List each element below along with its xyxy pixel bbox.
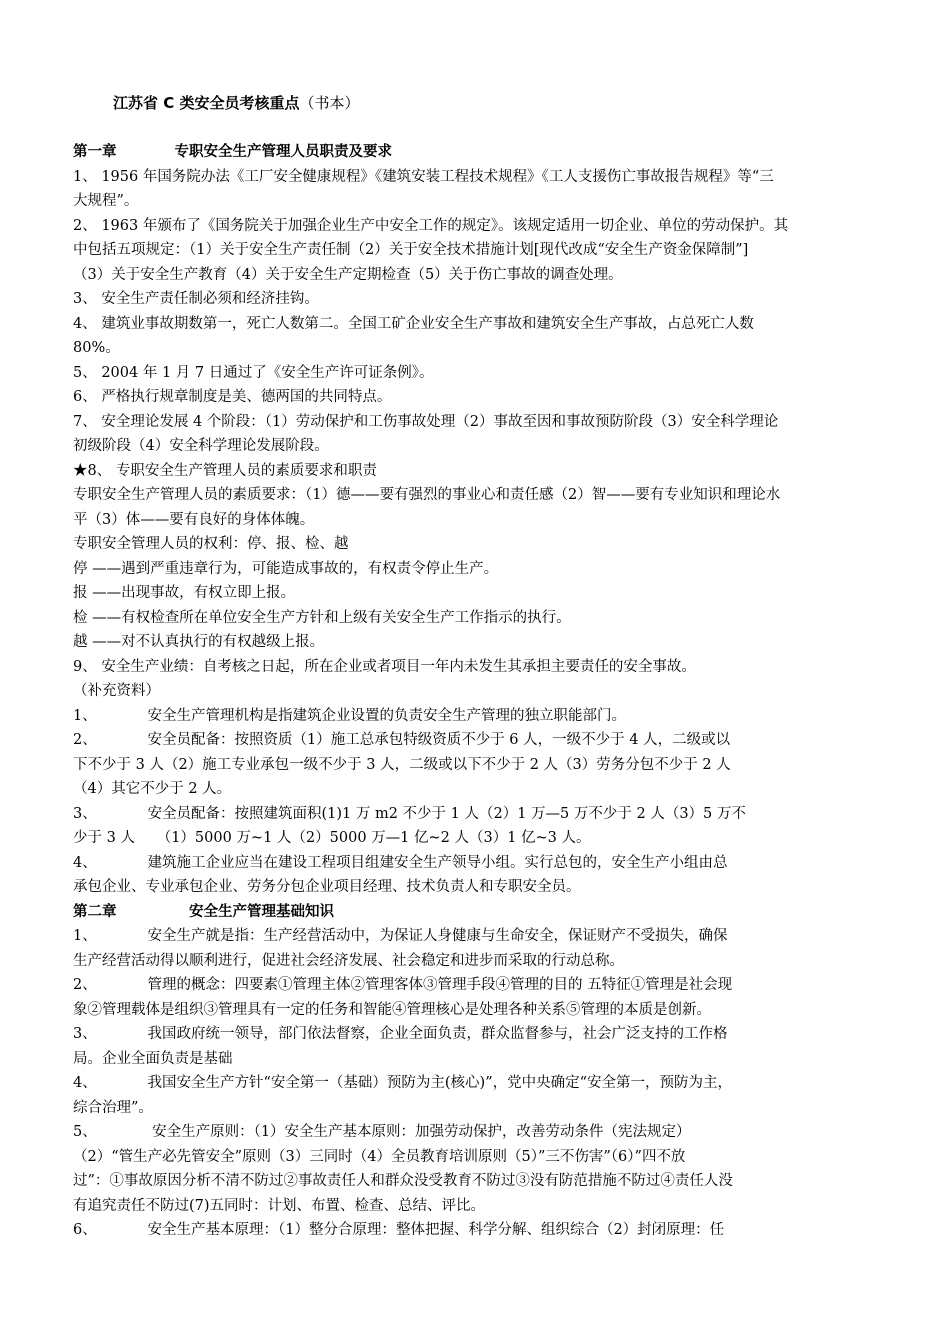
text-line: 5、 安全生产原则：（1）安全生产基本原则：加强劳动保护，改善劳动条件（宪法规定）	[73, 1124, 691, 1140]
text-line: 过”：①事故原因分析不清不防过②事故责任人和群众没受教育不防过③没有防范措施不防过④责任人没	[73, 1173, 733, 1189]
text-line: 3、 我国政府统一领导，部门依法督察，企业全面负责，群众监督参与，社会广泛支持的工作格	[73, 1026, 728, 1042]
document-title-bold: 江苏省 C 类安全员考核重点	[113, 94, 300, 112]
text-line: ★8、 专职安全生产管理人员的素质要求和职责	[73, 462, 377, 479]
text-line: 专职安全管理人员的权利：停、报、检、越	[73, 536, 349, 552]
document-title-suffix: （书本）	[299, 94, 360, 112]
text-line: 5、 2004 年 1 月 7 日通过了《安全生产许可证条例》。	[73, 364, 434, 381]
text-line: 少于 3 人 （1）5000 万~1 人（2）5000 万—1 亿~2 人（3）1 亿~3 人。	[73, 830, 591, 846]
text-line: （4）其它不少于 2 人。	[73, 781, 232, 797]
text-line: 80%。	[73, 340, 120, 356]
text-line: 平（3）体——要有良好的身体体魄。	[73, 511, 315, 528]
text-line: 4、 建筑业事故期数第一，死亡人数第二。全国工矿企业安全生产事故和建筑安全生产事故，占总死亡人数	[73, 315, 754, 332]
document-title	[113, 92, 359, 113]
text-line: 初级阶段（4）安全科学理论发展阶段。	[73, 438, 329, 454]
text-line: 6、 严格执行规章制度是美、德两国的共同特点。	[73, 389, 392, 405]
text-line: 中包括五项规定：（1）关于安全生产责任制（2）关于安全技术措施计划[现代改成“安全生产资金保障制”]	[73, 242, 749, 258]
text-line: 承包企业、专业承包企业、劳务分包企业项目经理、技术负责人和专职安全员。	[73, 879, 581, 895]
document-body	[73, 140, 913, 1243]
text-line: 综合治理”。	[73, 1099, 153, 1116]
text-line: 6、 安全生产基本原理：（1）整分合原理：整体把握、科学分解、组织综合（2）封闭原理：任	[73, 1222, 725, 1238]
text-line: 1、 1956 年国务院办法《工厂安全健康规程》《建筑安装工程技术规程》《工人支援伤亡事故报告规程》等“三	[73, 168, 774, 185]
text-line: 停 ——遇到严重违章行为，可能造成事故的，有权责令停止生产。	[73, 560, 499, 577]
text-line: 7、 安全理论发展 4 个阶段：（1）劳动保护和工伤事故处理（2）事故至因和事故预防阶段（3）安全科学理论	[73, 413, 779, 430]
text-line: 检 ——有权检查所在单位安全生产方针和上级有关安全生产工作指示的执行。	[73, 609, 571, 626]
text-line: 局。企业全面负责是基础	[73, 1050, 233, 1067]
text-line: 3、 安全员配备：按照建筑面积(1)1 万 m2 不少于 1 人（2）1 万—5 万不少于 2 人（3）5 万不	[73, 805, 746, 822]
text-line: 2、 1963 年颁布了《国务院关于加强企业生产中安全工作的规定》。该规定适用一切企业、单位的劳动保护。其	[73, 217, 789, 234]
text-line: 象②管理载体是组织③管理具有一定的任务和智能④管理核心是处理各种关系⑤管理的本质是创新。	[73, 1001, 711, 1018]
chapter-heading: 第二章 安全生产管理基础知识	[73, 902, 334, 920]
text-line: （2）“管生产必先管安全”原则（3）三同时（4）全员教育培训原则（5）”三不伤害”（6）”四不放	[73, 1148, 686, 1165]
text-line: 3、 安全生产责任制必须和经济挂钩。	[73, 291, 319, 307]
text-line: 9、 安全生产业绩：自考核之日起，所在企业或者项目一年内未发生其承担主要责任的安全事故。	[73, 658, 696, 675]
text-line: 生产经营活动得以顺利进行，促进社会经济发展、社会稳定和进步而采取的行动总称。	[73, 952, 624, 969]
text-line: （补充资料）	[73, 683, 160, 699]
text-line: （3）关于安全生产教育（4）关于安全生产定期检查（5）关于伤亡事故的调查处理。	[73, 266, 623, 283]
text-line: 专职安全生产管理人员的素质要求：（1）德——要有强烈的事业心和责任感（2）智——要有专业知识和理论水	[73, 487, 781, 503]
text-line: 4、 我国安全生产方针“安全第一（基础）预防为主(核心)”，党中央确定“安全第一，预防为主，	[73, 1075, 733, 1091]
text-line: 下不少于 3 人（2）施工专业承包一级不少于 3 人，二级或以下不少于 2 人（3）劳务分包不少于 2 人	[73, 756, 731, 773]
text-line: 大规程”。	[73, 193, 139, 209]
text-line: 2、 管理的概念：四要素①管理主体②管理客体③管理手段④管理的目的 五特征①管理是社会现	[73, 977, 733, 993]
text-line: 有追究责任不防过(7)五同时：计划、布置、检查、总结、评比。	[73, 1197, 486, 1214]
text-line: 1、 安全生产管理机构是指建筑企业设置的负责安全生产管理的独立职能部门。	[73, 707, 626, 724]
text-line: 报 ——出现事故，有权立即上报。	[73, 585, 296, 601]
chapter-heading: 第一章 专职安全生产管理人员职责及要求	[73, 143, 392, 160]
text-line: 1、 安全生产就是指：生产经营活动中，为保证人身健康与生命安全，保证财产不受损失，确保	[73, 928, 728, 944]
text-line: 越 ——对不认真执行的有权越级上报。	[73, 634, 325, 650]
text-line: 4、 建筑施工企业应当在建设工程项目组建安全生产领导小组。实行总包的，安全生产小组由总	[73, 854, 728, 871]
text-line: 2、 安全员配备：按照资质（1）施工总承包特级资质不少于 6 人，一级不少于 4 人，二级或以	[73, 732, 731, 748]
